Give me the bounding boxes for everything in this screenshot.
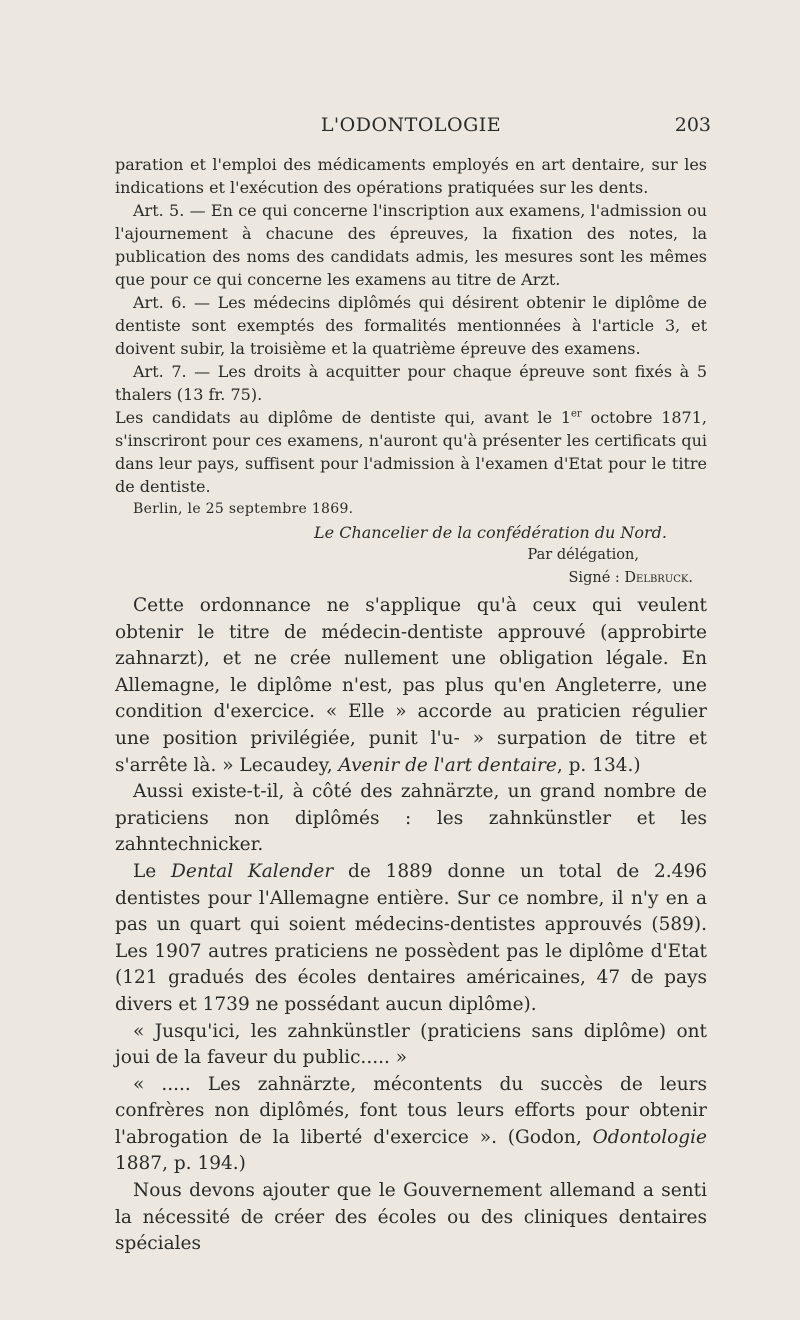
quotation: « ..... Les zahnärzte, mécontents du succès de leurs confrères non diplômés, font tous leurs efforts pour obtenir l'abrogation de la liberté d'exercice ». (Godon, Odontologie 1887, p. 194.) — [115, 1073, 707, 1175]
article-6: Art. 6. — Les médecins diplômés qui désirent obtenir le diplôme de dentiste sont exemptés des formalités mentionnées à l'article 3, et doivent subir, la troisième et la quatrième épreuve des examens. — [115, 293, 707, 358]
paragraph: paration et l'emploi des médicaments employés en art dentaire, sur les indications et l'exécution des opérations pratiquées sur les dents. — [115, 155, 707, 197]
signature-title: Le Chancelier de la confédération du Nord. — [314, 523, 667, 542]
delegation-line: Par délégation, — [527, 547, 639, 563]
running-header — [115, 114, 711, 144]
signatory-name: Delbruck. — [624, 570, 693, 586]
dateline: Berlin, le 25 septembre 1869. — [133, 501, 354, 517]
article-7: Art. 7. — Les droits à acquitter pour chaque épreuve sont fixés à 5 thalers (13 fr. 75). — [115, 362, 707, 404]
page-number: 203 — [674, 114, 711, 136]
paragraph: Nous devons ajouter que le Gouvernement allemand a senti la nécessité de créer des écoles ou des cliniques dentaires spéciales — [115, 1180, 707, 1255]
journal-title: L'ODONTOLOGIE — [320, 114, 502, 136]
transitional-clause: Les candidats au diplôme de dentiste qui, avant le 1er octobre 1871, s'inscriront pour ces examens, n'auront qu'à présenter les certificats qui dans leur pays, suffisent pour l'admission à l'examen d'Etat pour le titre de dentiste. — [115, 408, 707, 496]
paragraph: Le Dental Kalender de 1889 donne un total de 2.496 dentistes pour l'Allemagne entière. Sur ce nombre, il n'y en a pas un quart qui soient médecins-dentistes approuvés (589). Les 1907 autres praticiens ne possèdent pas le diplôme d'Etat (121 gradués des écoles dentaires américaines, 47 de pays divers et 1739 ne possédant aucun diplôme). — [115, 860, 707, 1015]
signed-line: Signé : Delbruck. — [568, 570, 693, 586]
paragraph: Aussi existe-t-il, à côté des zahnärzte, un grand nombre de praticiens non diplômés : les zahnkünstler et les zahntechnicker. — [115, 781, 707, 856]
article-5: Art. 5. — En ce qui concerne l'inscription aux examens, l'admission ou l'ajournement à chacune des épreuves, la fixation des notes, la publication des noms des candidats admis, les mesures sont les mêmes que pour ce qui concerne les examens au titre de Arzt. — [115, 201, 707, 289]
paragraph: Cette ordonnance ne s'applique qu'à ceux qui veulent obtenir le titre de médecin-dentiste approuvé (approbirte zahnarzt), et ne crée nullement une obligation légale. En Allemagne, le diplôme n'est, pas plus qu'en Angleterre, une condition d'exercice. « Elle » accorde au praticien régulier une position privilégiée, punit l'u- » surpation de titre et s'arrête là. » Lecaudey, Avenir de l'art dentaire, p. 134.) — [115, 595, 707, 776]
body-text — [115, 593, 707, 1258]
decree-text — [115, 153, 707, 590]
quotation: « Jusqu'ici, les zahnkünstler (praticiens sans diplôme) ont joui de la faveur du public..... » — [115, 1020, 707, 1069]
